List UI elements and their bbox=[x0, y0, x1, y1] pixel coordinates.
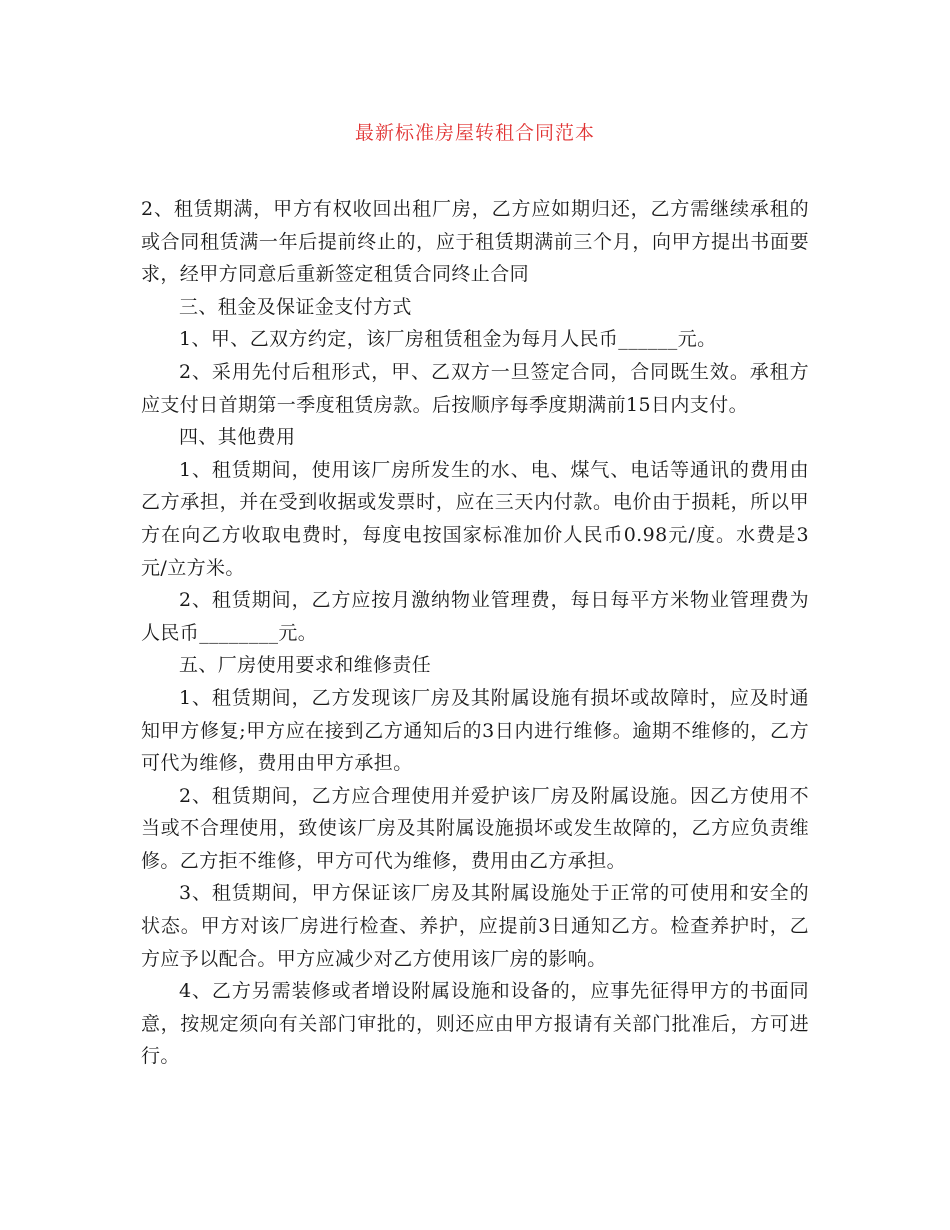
section-heading-other-fees: 四、其他费用 bbox=[179, 426, 296, 449]
paragraph-repair-notice: 1、租赁期间，乙方发现该厂房及其附属设施有损坏或故障时，应及时通知甲方修复;甲方应在接到乙方通知后的3日内进行维修。逾期不维修的，乙方可代为维修，费用由甲方承担。 bbox=[141, 686, 809, 775]
paragraph-utility-fees: 1、租赁期间，使用该厂房所发生的水、电、煤气、电话等通讯的费用由乙方承担，并在受到收据或发票时，应在三天内付款。电价由于损耗，所以甲方在向乙方收取电费时，每度电按国家标准加价人民币0.98元/度。水费是3元/立方米。 bbox=[141, 458, 809, 579]
paragraph-safety-inspection: 3、租赁期间，甲方保证该厂房及其附属设施处于正常的可使用和安全的状态。甲方对该厂房进行检查、养护，应提前3日通知乙方。检查养护时，乙方应予以配合。甲方应减少对乙方使用该厂房的影响。 bbox=[141, 882, 809, 970]
paragraph-property-fee: 2、租赁期间，乙方应按月激纳物业管理费，每日每平方米物业管理费为人民币________元。 bbox=[141, 589, 809, 644]
paragraph-renovation: 4、乙方另需装修或者增设附属设施和设备的，应事先征得甲方的书面同意，按规定须向有关部门审批的，则还应由甲方报请有关部门批准后，方可进行。 bbox=[141, 980, 809, 1068]
document-title: 最新标准房屋转租合同范本 bbox=[354, 122, 595, 144]
paragraph-payment-method: 2、采用先付后租形式，甲、乙双方一旦签定合同，合同既生效。承租方应支付日首期第一季度租赁房款。后按顺序每季度期满前15日内支付。 bbox=[141, 360, 809, 416]
section-heading-usage-maintenance: 五、厂房使用要求和维修责任 bbox=[179, 654, 432, 677]
paragraph-monthly-rent: 1、甲、乙双方约定，该厂房租赁租金为每月人民币______元。 bbox=[179, 328, 717, 351]
paragraph-lease-expiry: 2、租赁期满，甲方有权收回出租厂房，乙方应如期归还，乙方需继续承租的或合同租赁满一年后提前终止的，应于租赁期满前三个月，向甲方提出书面要求，经甲方同意后重新签定租赁合同终止合同 bbox=[141, 198, 809, 286]
paragraph-proper-use: 2、租赁期间，乙方应合理使用并爱护该厂房及附属设施。因乙方使用不当或不合理使用，致使该厂房及其附属设施损坏或发生故障的，乙方应负责维修。乙方拒不维修，甲方可代为维修，费用由乙方承担。 bbox=[141, 784, 809, 872]
section-heading-rent-payment: 三、租金及保证金支付方式 bbox=[179, 295, 412, 318]
document-body bbox=[141, 193, 809, 1073]
